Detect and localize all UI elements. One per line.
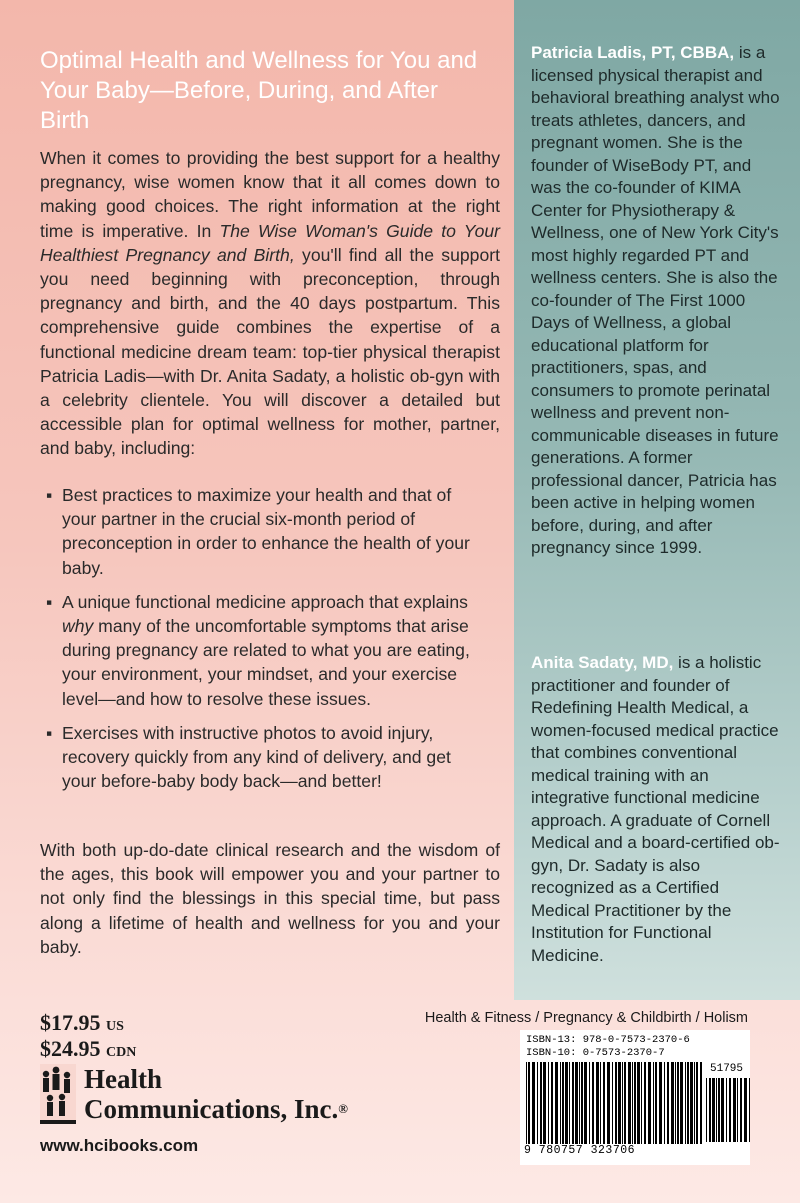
price-us [40, 1010, 124, 1036]
benefit-list [46, 483, 482, 803]
price-code: 51795 [710, 1063, 744, 1075]
bullet-text: A unique functional medicine approach that explains [62, 591, 468, 612]
barcode-bars [526, 1062, 702, 1144]
publisher-name-line1: Health [84, 1064, 162, 1094]
publisher-logo [40, 1064, 348, 1124]
registered-mark: ® [338, 1101, 348, 1116]
bullet-emphasis: why [62, 616, 94, 637]
bullet-text: Best practices to maximize your health and that of your partner in the crucial six-month period of preconception in order to enhance the health of your baby. [62, 485, 470, 578]
price-cdn [40, 1036, 136, 1062]
isbn-10: ISBN-10: 0-7573-2370-7 [526, 1047, 665, 1059]
author-bio-text: is a licensed physical therapist and behavioral breathing analyst who treats athletes, dancers, and pregnant women. She is the founder of WiseBody PT, and was the co-founder of KIMA Center for Physiotherapy & Wellness, one of New York City's most highly regarded PT and wellness centers. She is also the co-founder of The First 1000 Days of Wellness, a global educational platform for practitioners, spas, and consumers to promote perinatal wellness and prevent non-communicable diseases in future generations. A former professional dancer, Patricia has been active in helping women before, during, and after pregnancy since 1999. [531, 43, 780, 557]
currency-label: CDN [106, 1045, 137, 1060]
bullet-text: many of the uncomfortable symptoms that arise during pregnancy are related to what you are eating, your environment, your mindset, and your exercise level—and how to resolve these issues. [62, 616, 470, 709]
intro-text-2: you'll find all the support you need beginning with preconception, through pregnancy and birth, and the 40 days postpartum. This comprehensive guide combines the expertise of a functional medicine dream team: top-tier physical therapist Patricia Ladis—with Dr. Anita Sadaty, a holistic ob-gyn with a celebrity clientele. You will discover a detailed but accessible plan for optimal wellness for mother, partner, and baby, including: [40, 244, 500, 459]
barcode-digits: 9 780757 323706 [524, 1144, 636, 1157]
author-bio-anita [531, 652, 781, 967]
bullet-icon: ▪ [46, 485, 53, 505]
publisher-figures-icon [40, 1064, 76, 1124]
list-item [46, 483, 482, 580]
bullet-icon: ▪ [46, 722, 53, 743]
price-amount: $17.95 [40, 1010, 101, 1035]
author-name: Anita Sadaty, MD, [531, 653, 674, 672]
isbn-13: ISBN-13: 978-0-7573-2370-6 [526, 1034, 690, 1046]
book-title: The Wise Woman's Guide to Your Healthiest Pregnancy and Birth, [40, 220, 500, 265]
barcode-addon-bars [706, 1078, 750, 1142]
author-bio-patricia [531, 42, 781, 560]
currency-label: US [106, 1019, 124, 1034]
bullet-text: Exercises with instructive photos to avoid injury, recovery quickly from any kind of delivery, and get your before-baby body back—and better! [62, 722, 451, 792]
subject-category: Health & Fitness / Pregnancy & Childbirth / Holism [424, 1010, 748, 1026]
headline: Optimal Health and Wellness for You and Your Baby—Before, During, and After Birth [40, 47, 478, 134]
intro-paragraph [40, 146, 500, 461]
barcode [520, 1030, 750, 1165]
list-item [46, 590, 482, 711]
intro-text-1: When it comes to providing the best support for a healthy pregnancy, wise women know that it all comes down to making good choices. The right information at the right time is imperative. In [40, 148, 500, 241]
price-amount: $24.95 [40, 1036, 101, 1061]
author-bio-text: is a holistic practitioner and founder of Redefining Health Medical, a women-focused medical practice that combines conventional medical training with an integrative functional medicine approach. A graduate of Cornell Medical and a board-certified ob-gyn, Dr. Sadaty is also recognized as a Certified Medical Practitioner by the Institution for Functional Medicine. [531, 653, 780, 965]
publisher-name-text: Communications, Inc. [84, 1094, 339, 1124]
bullet-icon: ▪ [46, 591, 53, 612]
author-name: Patricia Ladis, PT, CBBA, [531, 43, 735, 62]
list-item [46, 721, 482, 794]
publisher-name [84, 1064, 348, 1124]
publisher-website: www.hcibooks.com [40, 1136, 199, 1155]
publisher-name-line2 [84, 1094, 348, 1124]
closing-paragraph: With both up-do-date clinical research and the wisdom of the ages, this book will empower you and your partner to not only find the blessings in this special time, but pass along a lifetime of health and wellness for you and your baby. [40, 840, 500, 957]
